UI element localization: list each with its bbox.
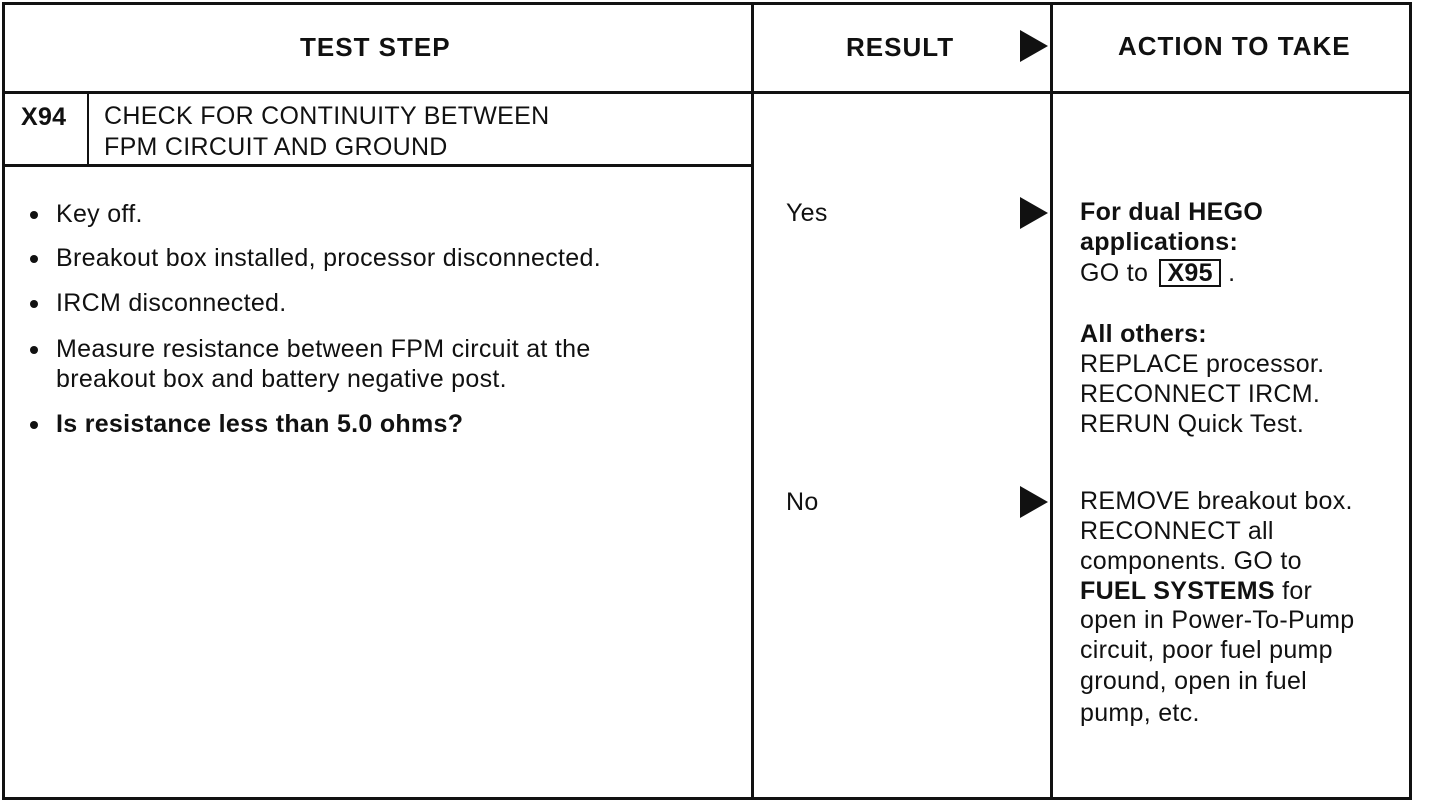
result-no-arrow-icon [1020,486,1048,518]
action-no-line4 [1080,576,1312,606]
action-no-line8: pump, etc. [1080,699,1200,727]
bullet-ircm [30,288,287,318]
action-no-line6: circuit, poor fuel pump [1080,636,1333,664]
action-yes-others-label: All others: [1080,320,1207,348]
header-test-step: TEST STEP [300,32,451,62]
result-yes-arrow-icon [1020,197,1048,229]
action-no-line5: open in Power-To-Pump [1080,606,1355,634]
goto-suffix: . [1228,259,1236,287]
table-border-right [1409,2,1412,800]
table-border-bottom [2,797,1412,800]
action-yes-dual-line2: applications: [1080,228,1239,256]
action-yes-goto [1080,258,1235,288]
bullet-text-continued: breakout box and battery negative post. [56,365,507,393]
action-yes-others-line3: RERUN Quick Test. [1080,410,1305,438]
header-divider [2,91,1412,94]
bullet-text: Breakout box installed, processor disconnected. [56,244,601,272]
column-divider-1 [751,2,754,800]
bullet-measure-resistance [30,334,591,394]
step-title-line1: CHECK FOR CONTINUITY BETWEEN [104,102,550,130]
header-action-to-take: ACTION TO TAKE [1118,31,1351,61]
step-id: X94 [21,103,67,131]
action-yes-dual-line1: For dual HEGO [1080,198,1264,226]
result-yes: Yes [786,199,828,227]
header-arrow-icon [1020,30,1048,62]
goto-step-ref[interactable]: X95 [1159,259,1220,287]
goto-prefix: GO to [1080,259,1149,287]
action-no-line1: REMOVE breakout box. [1080,487,1353,515]
bullet-text: Is resistance less than 5.0 ohms? [56,410,464,438]
fuel-systems-ref: FUEL SYSTEMS [1080,577,1275,605]
header-result: RESULT [846,32,955,62]
bullet-text: Measure resistance between FPM circuit at the [56,335,591,363]
bullet-key-off [30,199,143,229]
result-no: No [786,488,819,516]
table-border-top [2,2,1412,5]
action-yes-others-line1: REPLACE processor. [1080,350,1325,378]
action-no-line2: RECONNECT all [1080,517,1274,545]
bullet-text: IRCM disconnected. [56,289,287,317]
bullet-breakout-box [30,243,601,273]
action-no-line3: components. GO to [1080,547,1302,575]
table-border-left [2,2,5,800]
action-yes-others-line2: RECONNECT IRCM. [1080,380,1321,408]
action-no-line7: ground, open in fuel [1080,667,1308,695]
step-title-divider [2,164,753,167]
bullet-text: Key off. [56,200,143,228]
step-id-divider [87,92,89,166]
step-title-line2: FPM CIRCUIT AND GROUND [104,133,448,161]
column-divider-2 [1050,2,1053,800]
bullet-question [30,409,463,439]
action-no-line4-rest: for [1274,577,1313,605]
